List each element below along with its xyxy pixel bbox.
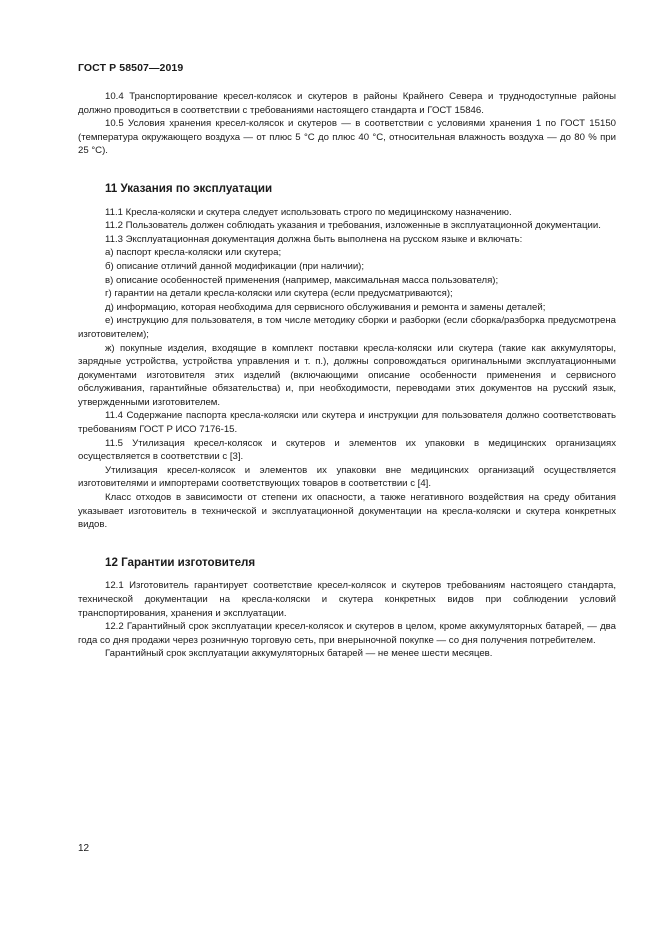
paragraph-11-4: 11.4 Содержание паспорта кресла-коляски или скутера и инструкции для пользователя должно соответствовать требованиям ГОСТ Р ИСО 7176-15. xyxy=(78,410,616,436)
paragraph-11-1: 11.1 Кресла-коляски и скутера следует использовать строго по медицинскому назначению. xyxy=(105,206,512,218)
section-12-heading: 12 Гарантии изготовителя xyxy=(105,555,256,569)
paragraph-11-5: 11.5 Утилизация кресел-колясок и скутеров и элементов их упаковки в медицинских организациях осуществляется в соответствии с [3]. xyxy=(78,437,616,463)
paragraph-11-2: 11.2 Пользователь должен соблюдать указания и требования, изложенные в эксплуатационной документации. xyxy=(105,220,601,232)
paragraph-waste-class: Класс отходов в зависимости от степени их опасности, а также негативного воздействия на среду обитания указывает изготовитель в технической и эксплуатационной документации на кресла-коляски и скутера конкретных видов. xyxy=(78,492,616,531)
paragraph-11-3: 11.3 Эксплуатационная документация должна быть выполнена на русском языке и включать: xyxy=(105,233,523,245)
paragraph-disposal-outside: Утилизация кресел-колясок и элементов их упаковки вне медицинских организаций осуществляется изготовителями и импортерами соответствующих товаров в соответствии с [4]. xyxy=(78,464,616,490)
list-item-b: б) описание отличий данной модификации (при наличии); xyxy=(105,260,365,272)
list-item-e: е) инструкцию для пользователя, в том числе методику сборки и разборки (если сборка/разборка предусмотрена изготовителем); xyxy=(78,315,616,340)
list-item-a: а) паспорт кресла-коляски или скутера; xyxy=(105,247,282,259)
paragraph-12-1: 12.1 Изготовитель гарантирует соответствие кресел-колясок и скутеров требованиям настоящего стандарта, технической документации на кресла-коляски и скутера конкретных видов при соблюдении условий транспортирования, хранения и эксплуатации. xyxy=(78,580,616,619)
list-item-v: в) описание особенностей применения (например, максимальная масса пользователя); xyxy=(105,274,499,286)
document-header: ГОСТ Р 58507—2019 xyxy=(78,62,184,74)
page-number: 12 xyxy=(78,843,90,854)
list-item-zh: ж) покупные изделия, входящие в комплект поставки кресла-коляски или скутера (такие как аккумуляторы, зарядные устройства, устройства управления и т. п.), должны сопровождаться оригинальными эксплуатационными документами изготовителя этих изделий (включающими описание особенности применения и сервисного обслуживания, гарантийные обязательства) и, при необходимости, переводами этих документов на русский язык, утвержденными изготовителем. xyxy=(78,342,616,408)
paragraph-10-5: 10.5 Условия хранения кресел-колясок и скутеров — в соответствии с условиями хранения 1 по ГОСТ 15150 (температура окружающего воздуха — от плюс 5 °С до плюс 40 °С, относительная влажность воздуха — до 80 % при 25 °С). xyxy=(78,118,616,157)
paragraph-10-4: 10.4 Транспортирование кресел-колясок и скутеров в районы Крайнего Севера и труднодоступные районы должно проводиться в соответствии с требованиями настоящего стандарта и ГОСТ 15846. xyxy=(78,91,616,116)
paragraph-12-2: 12.2 Гарантийный срок эксплуатации кресел-колясок и скутеров в целом, кроме аккумуляторных батарей, — два года со дня продажи через розничную торговую сеть, при внерыночной покупке — со дня получения потребителем. xyxy=(78,621,616,646)
section-11-heading: 11 Указания по эксплуатации xyxy=(105,181,273,195)
list-item-g: г) гарантии на детали кресла-коляски или скутера (если предусматриваются); xyxy=(105,288,453,300)
list-item-d: д) информацию, которая необходима для сервисного обслуживания и ремонта и замены деталей; xyxy=(105,301,546,313)
page-body xyxy=(78,90,616,661)
paragraph-battery-warranty: Гарантийный срок эксплуатации аккумуляторных батарей — не менее шести месяцев. xyxy=(105,648,493,660)
